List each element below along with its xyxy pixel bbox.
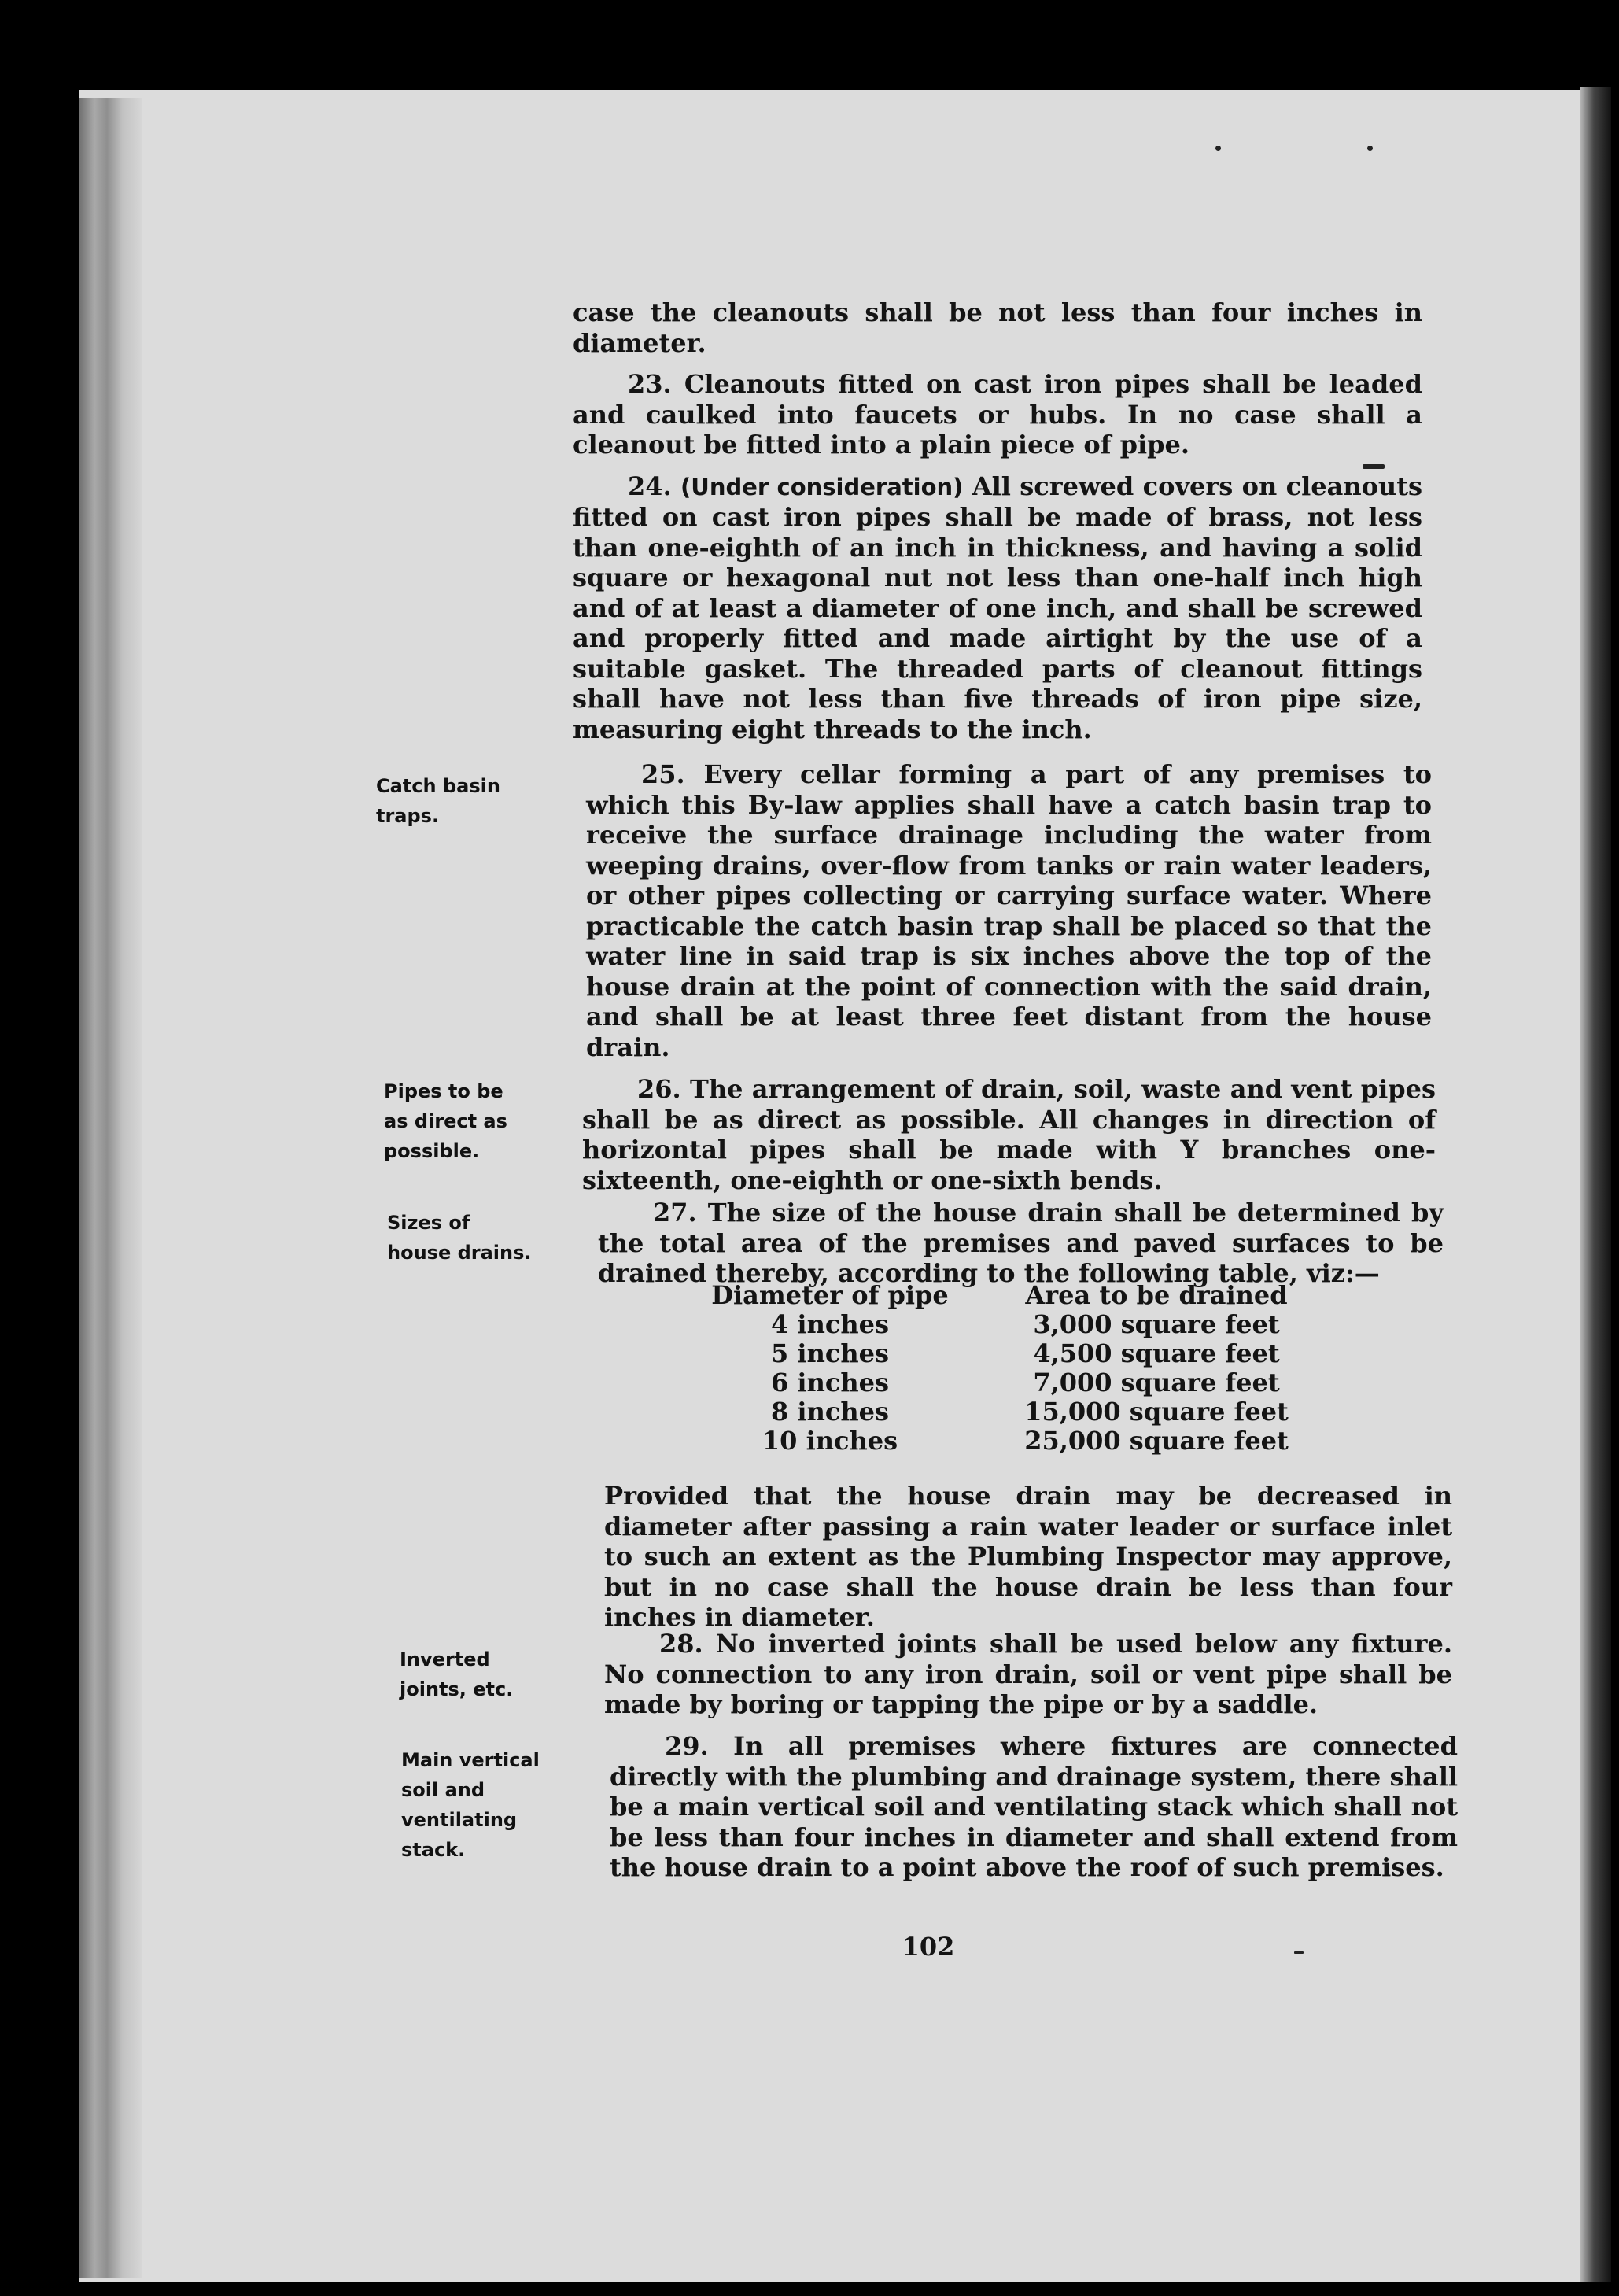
section-text: Every cellar forming a part of any premises to which this By-law applies shall have a catch basin trap to receive the surface drainage including the water from weeping drains, over-flow from tanks or rain water leaders, or other pipes collecting or carrying surface water. Where practicable the catch basin trap shall be placed so that the water line in said trap is six inches above the top of the house drain at the point of connection with the said drain, and shall be at least three feet distant from the house drain. — [586, 759, 1433, 1062]
drained-area-cell: 15,000 square feet — [1024, 1397, 1289, 1427]
table-row — [661, 1368, 1314, 1397]
table-header: Area to be drained — [1025, 1280, 1288, 1310]
section-number: 26. — [637, 1074, 681, 1104]
section-29 — [610, 1731, 1458, 1883]
section-25 — [586, 759, 1432, 1062]
section-number: 27. — [653, 1198, 697, 1227]
table-header-row — [661, 1281, 1314, 1310]
margin-note-main-vertical-stack: Main vertical soil and ventilating stack. — [401, 1749, 540, 1861]
section-text: In all premises where fixtures are connected directly with the plumbing and drainage system, there shall be a main vertical soil and ventilating stack which shall not be less than four inches in diameter and shall extend from the house drain to a point above the roof of such premises. — [610, 1731, 1459, 1882]
section-text: The size of the house drain shall be determined by the total area of the premises and paved surfaces to be drained thereby, according to the following table, viz:— — [598, 1198, 1444, 1288]
continuation-text: case the cleanouts shall be not less than four inches in diameter. — [573, 297, 1422, 358]
section-28 — [604, 1629, 1452, 1720]
pipe-diameter-cell: 4 inches — [771, 1309, 889, 1339]
page-number: 102 — [902, 1932, 955, 1962]
section-text: All screwed covers on cleanouts fitted on cast iron pipes shall be made of brass, not less than one-eighth of an inch in thickness, and having a solid square or hexagonal nut not less than one-half inch high and of at least a diameter of one inch, and shall be screwed and properly fitted and made airtight by the use of a suitable gasket. The threaded parts of cleanout fittings shall have not less than five threads of iron pipe size, measuring eight threads to the inch. — [573, 471, 1422, 744]
margin-note-catch-basin: Catch basin traps. — [376, 775, 500, 827]
section-text: Cleanouts fitted on cast iron pipes shall be leaded and caulked into faucets or hubs. In no case shall a cleanout be fitted into a plain piece of pipe. — [573, 369, 1423, 460]
page-edge-shadow — [1580, 87, 1611, 2282]
text-block-29 — [610, 1731, 1458, 1894]
pipe-diameter-cell: 10 inches — [762, 1426, 898, 1456]
margin-note-inverted-joints: Inverted joints, etc. — [400, 1648, 514, 1700]
drained-area-cell: 3,000 square feet — [1033, 1309, 1280, 1339]
section-24 — [573, 471, 1422, 745]
section-number: 24. — [628, 471, 672, 501]
section-number: 23. — [628, 369, 672, 399]
speck — [1367, 146, 1373, 151]
text-block-top — [573, 297, 1422, 755]
drained-area-cell: 4,500 square feet — [1033, 1338, 1280, 1368]
section-number: 29. — [665, 1731, 709, 1761]
table-row — [661, 1397, 1314, 1427]
speck — [1294, 1951, 1304, 1954]
speck — [1215, 146, 1221, 151]
drain-size-table — [661, 1281, 1314, 1456]
table-row — [661, 1427, 1314, 1456]
section-text: The arrangement of drain, soil, waste and vent pipes shall be as direct as possible. All changes in direction of horizontal pipes shall be made with Y branches one-sixteenth, one-eighth or one-sixth bends. — [582, 1074, 1436, 1195]
text-block-25 — [586, 759, 1432, 1073]
table-header: Diameter of pipe — [711, 1280, 949, 1310]
section-number: 25. — [641, 759, 685, 789]
table-row — [661, 1339, 1314, 1368]
section-number: 28. — [659, 1629, 703, 1659]
section-23 — [573, 369, 1422, 460]
text-block-proviso — [604, 1481, 1452, 1644]
drained-area-cell: 7,000 square feet — [1033, 1368, 1280, 1397]
binding-shadow — [79, 98, 142, 2278]
margin-note-house-drains: Sizes of house drains. — [387, 1212, 532, 1264]
text-block-28 — [604, 1629, 1452, 1731]
table-row — [661, 1310, 1314, 1339]
pipe-diameter-cell: 6 inches — [771, 1368, 889, 1397]
pipe-diameter-cell: 8 inches — [771, 1397, 889, 1427]
text-block-26 — [582, 1074, 1436, 1206]
pipe-diameter-cell: 5 inches — [771, 1338, 889, 1368]
section-text: No inverted joints shall be used below any fixture. No connection to any iron drain, soil or vent pipe shall be made by boring or tapping the pipe or by a saddle. — [604, 1629, 1453, 1719]
section-27 — [598, 1198, 1444, 1289]
margin-note-pipes-direct: Pipes to be as direct as possible. — [384, 1080, 507, 1162]
drained-area-cell: 25,000 square feet — [1024, 1426, 1289, 1456]
section-26 — [582, 1074, 1436, 1195]
proviso-text: Provided that the house drain may be decreased in diameter after passing a rain water leader or surface inlet to such an extent as the Plumbing Inspector may approve, but in no case shall the house drain be less than four inches in diameter. — [604, 1481, 1452, 1632]
under-consideration-note: (Under consideration) — [680, 473, 964, 500]
